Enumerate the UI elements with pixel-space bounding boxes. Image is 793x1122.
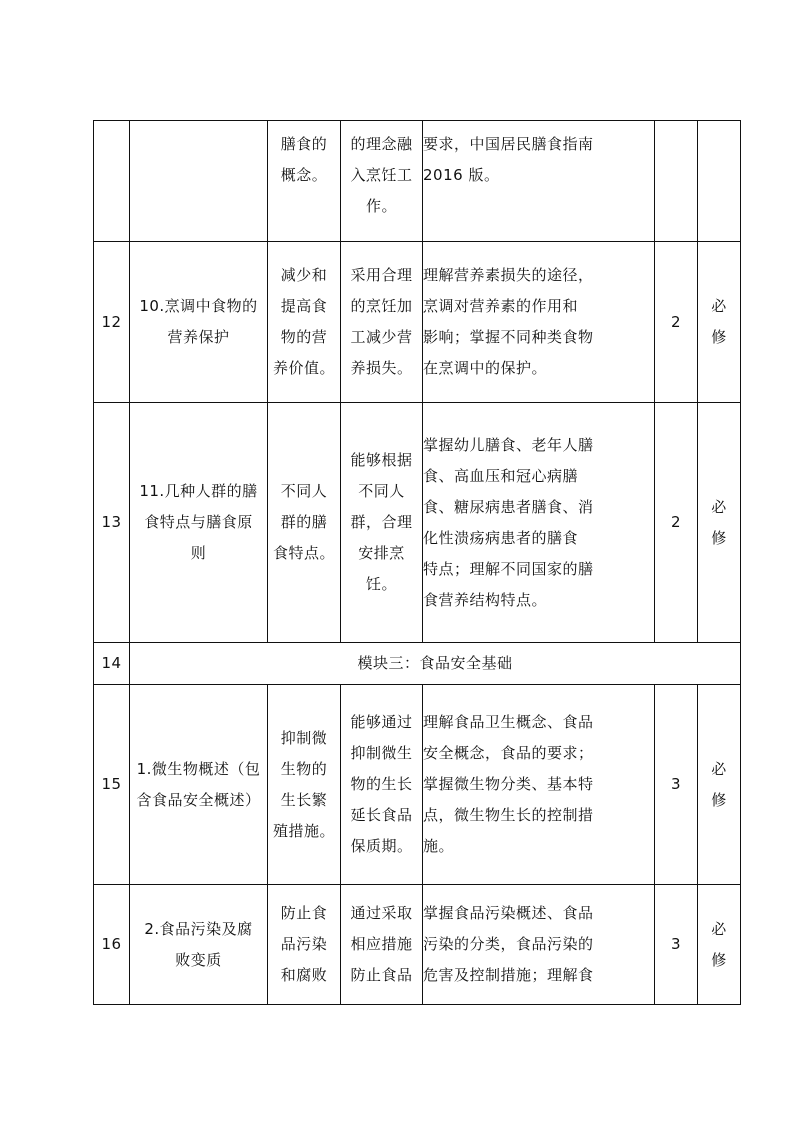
topic-cell: 2.食品污染及腐 败变质 <box>130 885 268 1005</box>
content-cell: 减少和 提高食 物的营 养价值。 <box>268 242 341 403</box>
requirement-cell: 掌握食品污染概述、食品 污染的分类，食品污染的 危害及控制措施；理解食 <box>423 885 655 1005</box>
table-row <box>94 403 741 643</box>
curriculum-table <box>93 120 741 1005</box>
requirement-cell: 理解营养素损失的途径， 烹调对营养素的作用和 影响；掌握不同种类食物 在烹调中的保护。 <box>423 242 655 403</box>
module-title: 模块三：食品安全基础 <box>130 643 741 685</box>
table-row <box>94 242 741 403</box>
row-number-cell: 14 <box>94 643 130 685</box>
content-cell: 膳食的 概念。 <box>268 121 341 242</box>
module-row <box>94 643 741 685</box>
hours-cell: 3 <box>655 885 698 1005</box>
skill-cell: 能够根据 不同人 群，合理 安排烹 饪。 <box>341 403 423 643</box>
hours-cell <box>655 121 698 242</box>
hours-cell: 2 <box>655 242 698 403</box>
course-type-cell: 必 修 <box>698 885 741 1005</box>
table-row <box>94 885 741 1005</box>
content-cell: 抑制微 生物的 生长繁 殖措施。 <box>268 685 341 885</box>
topic-cell: 1.微生物概述（包 含食品安全概述） <box>130 685 268 885</box>
topic-cell: 10.烹调中食物的 营养保护 <box>130 242 268 403</box>
skill-cell: 采用合理 的烹饪加 工减少营 养损失。 <box>341 242 423 403</box>
topic-cell <box>130 121 268 242</box>
requirement-cell: 掌握幼儿膳食、老年人膳 食、高血压和冠心病膳 食、糖尿病患者膳食、消 化性溃疡病患者的膳食 特点；理解不同国家的膳 食营养结构特点。 <box>423 403 655 643</box>
hours-cell: 2 <box>655 403 698 643</box>
row-number-cell <box>94 121 130 242</box>
table-row <box>94 685 741 885</box>
content-cell: 不同人 群的膳 食特点。 <box>268 403 341 643</box>
skill-cell: 通过采取 相应措施 防止食品 <box>341 885 423 1005</box>
requirement-cell: 要求，中国居民膳食指南 2016 版。 <box>423 121 655 242</box>
skill-cell: 的理念融 入烹饪工 作。 <box>341 121 423 242</box>
row-number-cell: 15 <box>94 685 130 885</box>
hours-cell: 3 <box>655 685 698 885</box>
course-type-cell <box>698 121 741 242</box>
requirement-cell: 理解食品卫生概念、食品 安全概念，食品的要求； 掌握微生物分类、基本特 点，微生物生长的控制措 施。 <box>423 685 655 885</box>
row-number-cell: 16 <box>94 885 130 1005</box>
topic-cell: 11.几种人群的膳 食特点与膳食原 则 <box>130 403 268 643</box>
table-row <box>94 121 741 242</box>
course-type-cell: 必 修 <box>698 242 741 403</box>
course-type-cell: 必 修 <box>698 685 741 885</box>
course-type-cell: 必 修 <box>698 403 741 643</box>
row-number-cell: 12 <box>94 242 130 403</box>
content-cell: 防止食 品污染 和腐败 <box>268 885 341 1005</box>
row-number-cell: 13 <box>94 403 130 643</box>
skill-cell: 能够通过 抑制微生 物的生长 延长食品 保质期。 <box>341 685 423 885</box>
